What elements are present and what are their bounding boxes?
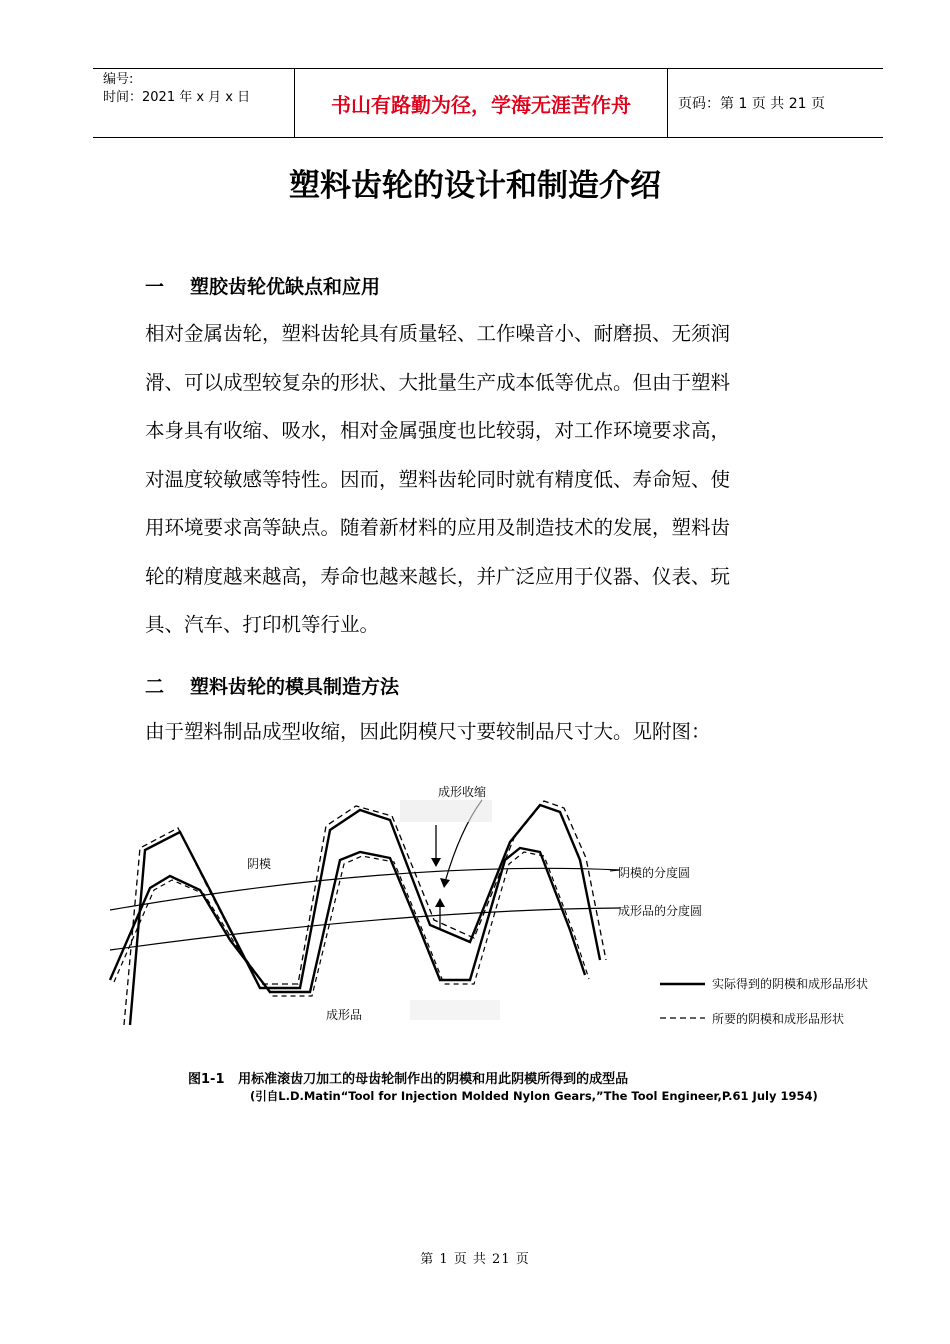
caption-title: 用标准滚齿刀加工的母齿轮制作出的阴模和用此阴模所得到的成型品 (238, 1072, 629, 1087)
label-shrinkage: 成形收缩 (438, 785, 487, 799)
section-heading-2 (145, 672, 399, 699)
legend-required-label: 所要的阴模和成形品形状 (712, 1012, 845, 1026)
paragraph-line: 用环境要求高等缺点。随着新材料的应用及制造技术的发展，塑料齿 (145, 516, 731, 539)
label-mold-pitch-circle: 阴模的分度圆 (618, 866, 691, 880)
paragraph-line: 滑、可以成型较复杂的形状、大批量生产成本低等优点。但由于塑料 (145, 370, 731, 394)
paragraph-1 (145, 310, 825, 650)
paragraph-2 (145, 708, 825, 756)
time-label: 时间：2021 年 x 月 x 日 (103, 90, 251, 105)
gear-figure (100, 770, 920, 1120)
section-title: 塑胶齿轮优缺点和应用 (190, 276, 381, 298)
serial-label: 编号: (103, 72, 134, 87)
document-title: 塑料齿轮的设计和制造介绍 (289, 168, 661, 204)
paragraph-line: 本身具有收缩、吸水，相对金属强度也比较弱，对工作环境要求高， (145, 419, 731, 442)
legend-actual-label: 实际得到的阴模和成形品形状 (712, 977, 869, 991)
page-footer: 第 1 页 共 21 页 (420, 1252, 530, 1267)
document-header (93, 68, 883, 138)
paragraph-line: 相对金属齿轮，塑料齿轮具有质量轻、工作噪音小、耐磨损、无须润 (145, 322, 731, 345)
label-part-pitch-circle: 成形品的分度圆 (618, 904, 703, 918)
section-number: 二 (145, 676, 165, 698)
paragraph-line: 轮的精度越来越高，寿命也越来越长，并广泛应用于仪器、仪表、玩 (145, 564, 731, 588)
mold-pitch-circle (110, 868, 620, 910)
paragraph-line: 由于塑料制品成型收缩，因此阴模尺寸要较制品尺寸大。见附图： (145, 720, 711, 743)
label-part: 成形品 (326, 1008, 363, 1022)
part-actual-profile (110, 848, 585, 992)
paragraph-line: 对温度较敏感等特性。因而，塑料齿轮同时就有精度低、寿命短、使 (145, 467, 731, 491)
header-motto: 书山有路勤为径，学海无涯苦作舟 (295, 69, 668, 137)
label-mold: 阴模 (247, 857, 272, 871)
caption-number: 图1-1 (188, 1072, 225, 1087)
part-required-profile (114, 852, 589, 996)
paragraph-line: 具、汽车、打印机等行业。 (145, 613, 380, 636)
header-meta (93, 69, 295, 137)
section-heading-1 (145, 272, 380, 299)
figure-caption (188, 1068, 628, 1087)
mold-required-profile (124, 801, 606, 1025)
figure-source: (引自L.D.Matin“Tool for Injection Molded Nylon Gears,”The Tool Engineer,P.61 July 1954) (250, 1089, 818, 1103)
section-number: 一 (145, 276, 165, 298)
section-title: 塑料齿轮的模具制造方法 (190, 676, 400, 698)
mold-actual-profile (130, 805, 600, 1025)
part-pitch-circle (110, 908, 620, 950)
header-page-info: 页码：第 1 页 共 21 页 (678, 96, 825, 112)
